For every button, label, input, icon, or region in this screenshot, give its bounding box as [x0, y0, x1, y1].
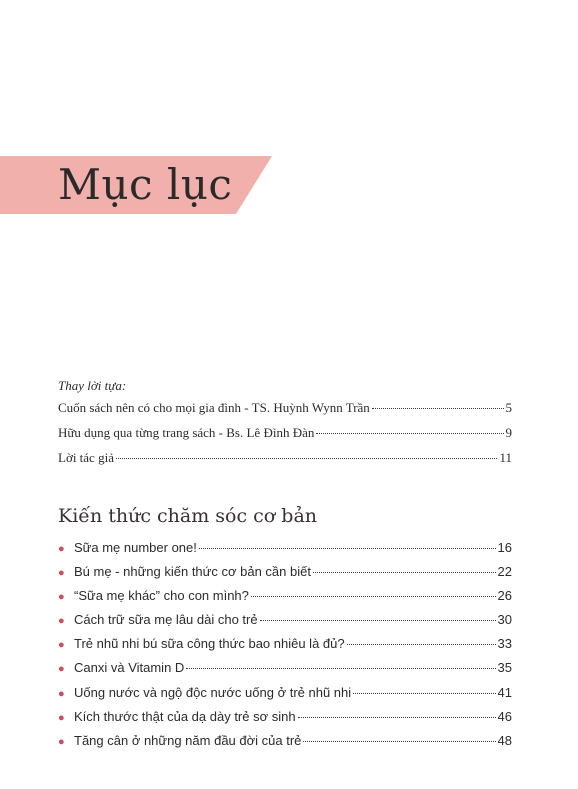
- bullet-icon: ●: [58, 639, 65, 651]
- toc-entry[interactable]: [58, 709, 512, 724]
- toc-entry-preface-1[interactable]: [58, 400, 512, 416]
- toc-entry[interactable]: [58, 612, 512, 627]
- toc-entry[interactable]: [58, 636, 512, 651]
- toc-entry-label: Cách trữ sữa mẹ lâu dài cho trẻ: [74, 612, 258, 627]
- toc-entry-label: Canxi và Vitamin D: [74, 660, 185, 675]
- toc-entry[interactable]: [58, 733, 512, 748]
- toc-entry-page: 5: [505, 400, 512, 415]
- toc-entry-label: Hữu dụng qua từng trang sách - Bs. Lê Đình Đàn: [58, 425, 315, 440]
- toc-entry-label: Lời tác giả: [58, 450, 114, 465]
- bullet-icon: ●: [58, 591, 65, 603]
- toc-entry-preface-2[interactable]: [58, 425, 512, 441]
- toc-entry[interactable]: [58, 588, 512, 603]
- bullet-icon: ●: [58, 543, 65, 555]
- toc-entry-label: “Sữa mẹ khác” cho con mình?: [74, 588, 249, 603]
- toc-entry-preface-3[interactable]: [58, 450, 512, 466]
- toc-entry-label: Trẻ nhũ nhi bú sữa công thức bao nhiêu là đủ?: [74, 636, 345, 651]
- toc-entry-page: 35: [497, 660, 512, 675]
- toc-entry-label: Tăng cân ở những năm đầu đời của trẻ: [74, 733, 302, 748]
- page-title: Mục lục: [58, 160, 233, 209]
- dot-leader: [313, 572, 496, 573]
- toc-entry[interactable]: [58, 540, 512, 555]
- dot-leader: [303, 741, 495, 742]
- dot-leader: [347, 644, 496, 645]
- dot-leader: [353, 693, 495, 694]
- toc-entry-page: 26: [497, 588, 512, 603]
- toc-entry-page: 30: [497, 612, 512, 627]
- section-heading: Kiến thức chăm sóc cơ bản: [58, 505, 318, 527]
- toc-entry[interactable]: [58, 660, 512, 675]
- dot-leader: [372, 408, 504, 409]
- bullet-icon: ●: [58, 736, 65, 748]
- toc-entry-page: 22: [497, 564, 512, 579]
- toc-entry-page: 16: [497, 540, 512, 555]
- toc-entry[interactable]: [58, 685, 512, 700]
- dot-leader: [316, 433, 503, 434]
- dot-leader: [298, 717, 496, 718]
- toc-entry-page: 9: [505, 425, 512, 440]
- toc-entry-label: Sữa mẹ number one!: [74, 540, 197, 555]
- dot-leader: [260, 620, 496, 621]
- dot-leader: [199, 548, 496, 549]
- bullet-icon: ●: [58, 688, 65, 700]
- dot-leader: [186, 668, 495, 669]
- toc-entry-page: 46: [497, 709, 512, 724]
- toc-entry-label: Kích thước thật của dạ dày trẻ sơ sinh: [74, 709, 296, 724]
- toc-entry-label: Uống nước và ngộ độc nước uống ở trẻ nhũ nhi: [74, 685, 352, 700]
- toc-entry-page: 41: [497, 685, 512, 700]
- toc-entry-label: Cuốn sách nên có cho mọi gia đình - TS. Huỳnh Wynn Trần: [58, 400, 370, 415]
- toc-entry-page: 48: [497, 733, 512, 748]
- dot-leader: [116, 458, 498, 459]
- dot-leader: [251, 596, 496, 597]
- bullet-icon: ●: [58, 712, 65, 724]
- bullet-icon: ●: [58, 615, 65, 627]
- bullet-icon: ●: [58, 567, 65, 579]
- bullet-icon: ●: [58, 663, 65, 675]
- toc-entry-label: Bú mẹ - những kiến thức cơ bản cần biết: [74, 564, 311, 579]
- toc-entry-page: 33: [497, 636, 512, 651]
- preface-label: Thay lời tựa:: [58, 378, 127, 393]
- toc-entry-page: 11: [499, 450, 512, 465]
- toc-entry[interactable]: [58, 564, 512, 579]
